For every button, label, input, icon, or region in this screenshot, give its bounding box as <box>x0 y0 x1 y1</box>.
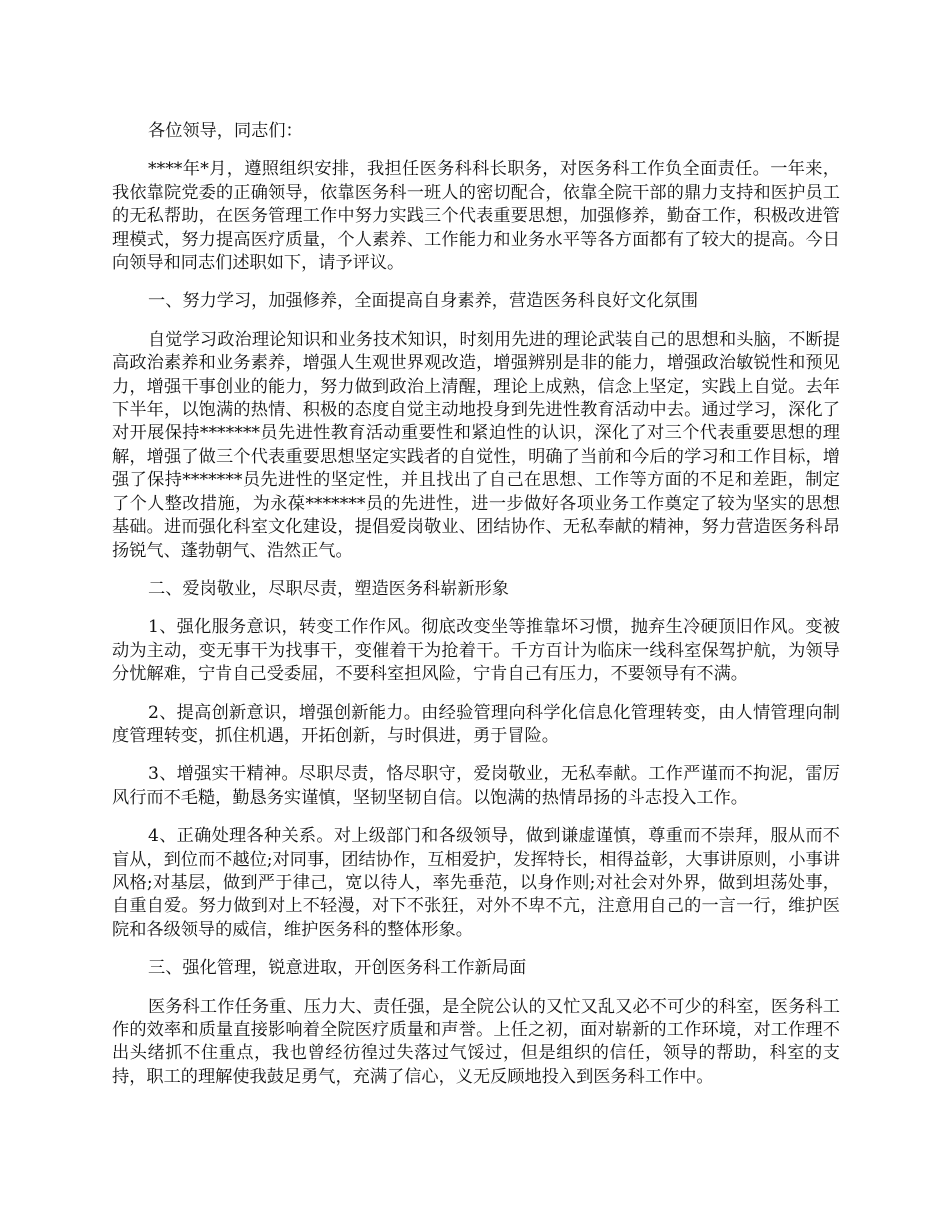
document-page <box>112 120 840 1104</box>
section-heading-1: 一、努力学习，加强修养，全面提高自身素养，营造医务科良好文化氛围 <box>148 291 699 312</box>
salutation: 各位领导，同志们： <box>148 121 303 141</box>
section-3-paragraph: 医务科工作任务重、压力大、责任强，是全院公认的又忙又乱又必不可少的科室，医务科工作的效率和质量直接影响着全院医疗质量和声誉。上任之初，面对崭新的工作环境，对工作理不出头绪抓不住重点，我也曾经彷徨过失落过气馁过，但是组织的信任，领导的帮助，科室的支持，职工的理解使我鼓足勇气，充满了信心，义无反顾地投入到医务科工作中。 <box>112 996 840 1087</box>
section-2-item-1: 1、强化服务意识，转变工作作风。彻底改变坐等推靠坏习惯，抛弃生冷硬顶旧作风。变被动为主动，变无事干为找事干，变催着干为抢着干。千方百计为临床一线科室保驾护航，为领导分忧解难，宁肯自己受委屈，不要科室担风险，宁肯自己有压力，不要领导有不满。 <box>112 617 840 685</box>
section-2-item-2: 2、提高创新意识，增强创新能力。由经验管理向科学化信息化管理转变，由人情管理向制度管理转变，抓住机遇，开拓创新，与时俱进，勇于冒险。 <box>112 702 840 746</box>
section-1-paragraph: 自觉学习政治理论知识和业务技术知识，时刻用先进的理论武装自己的思想和头脑，不断提高政治素养和业务素养，增强人生观世界观改造，增强辨别是非的能力，增强政治敏锐性和预见力，增强干事创业的能力，努力做到政治上清醒，理论上成熟，信念上坚定，实践上自觉。去年下半年，以饱满的热情、积极的态度自觉主动地投身到先进性教育活动中去。通过学习，深化了对开展保持*******员先进性教育活动重要性和紧迫性的认识，深化了对三个代表重要思想的理解，增强了做三个代表重要思想坚定实践者的自觉性，明确了当前和今后的学习和工作目标，增强了保持*******员先进性的坚定性，并且找出了自己在思想、工作等方面的不足和差距，制定了个人整改措施，为永葆*******员的先进性，进一步做好各项业务工作奠定了较为坚实的思想基础。进而强化科室文化建设，提倡爱岗敬业、团结协作、无私奉献的精神，努力营造医务科昂扬锐气、蓬勃朝气、浩然正气。 <box>112 329 840 561</box>
section-heading-3: 三、强化管理，锐意进取，开创医务科工作新局面 <box>148 958 527 979</box>
section-heading-2: 二、爱岗敬业，尽职尽责，塑造医务科崭新形象 <box>148 578 509 599</box>
section-2-item-3: 3、增强实干精神。尽职尽责，恪尽职守，爱岗敬业，无私奉献。工作严谨而不拘泥，雷厉风行而不毛糙，勤恳务实谨慎，坚韧坚韧自信。以饱满的热情昂扬的斗志投入工作。 <box>112 764 840 808</box>
section-2-item-4: 4、正确处理各种关系。对上级部门和各级领导，做到谦虚谨慎，尊重而不崇拜，服从而不盲从，到位而不越位;对同事，团结协作，互相爱护，发挥特长，相得益彰，大事讲原则，小事讲风格;对基层，做到严于律己，宽以待人，率先垂范，以身作则;对社会对外界，做到坦荡处事，自重自爱。努力做到对上不轻漫，对下不张狂，对外不卑不亢，注意用自己的一言一行，维护医院和各级领导的威信，维护医务科的整体形象。 <box>112 826 840 940</box>
intro-paragraph: ****年*月，遵照组织安排，我担任医务科科长职务，对医务科工作负全面责任。一年来，我依靠院党委的正确领导，依靠医务科一班人的密切配合，依靠全院干部的鼎力支持和医护员工的无私帮助，在医务管理工作中努力实践三个代表重要思想，加强修养，勤奋工作，积极改进管理模式，努力提高医疗质量，个人素养、工作能力和业务水平等各方面都有了较大的提高。今日向领导和同志们述职如下，请予评议。 <box>112 159 840 274</box>
